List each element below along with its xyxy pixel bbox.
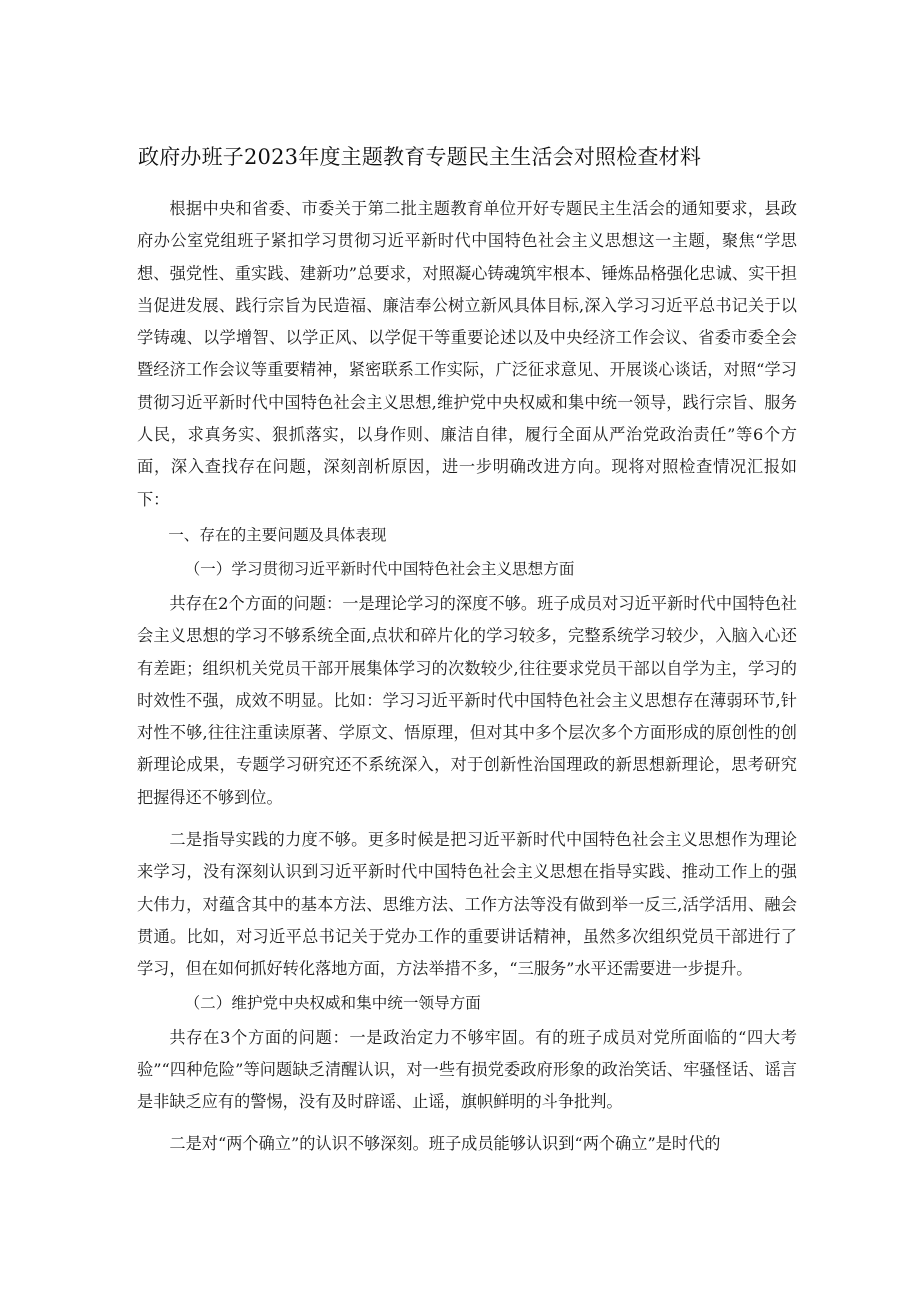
paragraph-two-establishments: 二是对“两个确立”的认识不够深刻。班子成员能够认识到“两个确立”是时代的: [169, 1134, 721, 1154]
paragraph-theory-depth: 共存在2个方面的问题：一是理论学习的深度不够。班子成员对习近平新时代中国特色社会主义思想的学习不够系统全面,点状和碎片化的学习较多，完整系统学习较少，入脑入心还有差距；组织机关党员干部开展集体学习的次数较少,往往要求党员干部以自学为主，学习的时效性不强，成效不明显。比如：学习习近平新时代中国特色社会主义思想存在薄弱环节,针对性不够,往往注重读原著、学原文、悟原理，但对其中多个层次多个方面形成的原创性的创新理论成果，专题学习研究还不系统深入，对于创新性治国理政的新思想新理论，思考研究把握得还不够到位。: [137, 593, 797, 807]
paragraph-political-resolve: 共存在3个方面的问题：一是政治定力不够牢固。有的班子成员对党所面临的“四大考验”“四种危险”等问题缺乏清醒认识，对一些有损党委政府形象的政治笑话、牢骚怪话、谣言是非缺乏应有的警惕，没有及时辟谣、止谣，旗帜鲜明的斗争批判。: [137, 1027, 797, 1112]
subsection-heading-central-authority: （二）维护党中央权威和集中统一领导方面: [184, 993, 481, 1012]
document-title: 政府办班子2023年度主题教育专题民主生活会对照检查材料: [138, 145, 702, 169]
section-heading-problems: 一、存在的主要问题及具体表现: [168, 525, 387, 544]
subsection-heading-theory-study: （一）学习贯彻习近平新时代中国特色社会主义思想方面: [184, 559, 575, 578]
paragraph-practice-guidance: 二是指导实践的力度不够。更多时候是把习近平新时代中国特色社会主义思想作为理论来学习，没有深刻认识到习近平新时代中国特色社会主义思想在指导实践、推动工作上的强大伟力，对蕴含其中的基本方法、思维方法、工作方法等没有做到举一反三,活学活用、融会贯通。比如，对习近平总书记关于党办工作的重要讲话精神，虽然多次组织党员干部进行了学习，但在如何抓好转化落地方面，方法举措不多，“三服务”水平还需要进一步提升。: [137, 830, 797, 979]
intro-paragraph: 根据中央和省委、市委关于第二批主题教育单位开好专题民主生活会的通知要求，县政府办公室党组班子紧扣学习贯彻习近平新时代中国特色社会主义思想这一主题，聚焦“学思想、强党性、重实践、建新功”总要求，对照凝心铸魂筑牢根本、锤炼品格强化忠诚、实干担当促进发展、践行宗旨为民造福、廉洁奉公树立新风具体目标,深入学习习近平总书记关于以学铸魂、以学增智、以学正风、以学促干等重要论述以及中央经济工作会议、省委市委全会暨经济工作会议等重要精神，紧密联系工作实际，广泛征求意见、开展谈心谈话，对照“学习贯彻习近平新时代中国特色社会主义思想,维护党中央权威和集中统一领导，践行宗旨、服务人民，求真务实、狠抓落实，以身作则、廉洁自律，履行全面从严治党政治责任”等6个方面，深入查找存在问题，深刻剖析原因，进一步明确改进方向。现将对照检查情况汇报如下：: [137, 199, 797, 509]
document-body: [137, 193, 797, 1161]
